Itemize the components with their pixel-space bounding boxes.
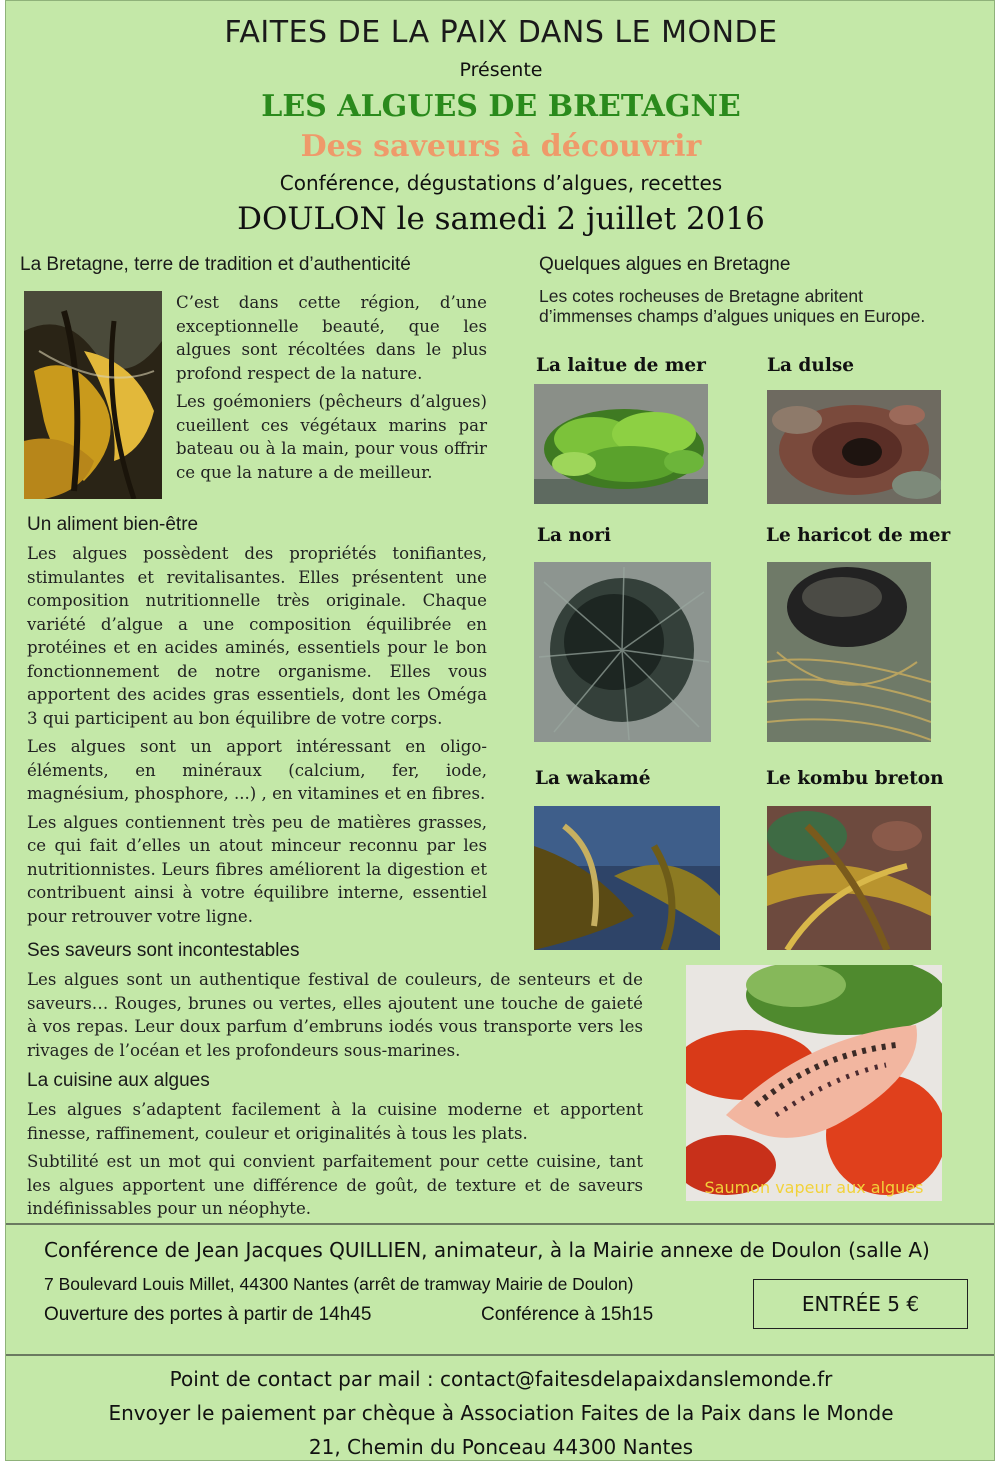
heading-wellbeing: Un aliment bien-être xyxy=(27,514,199,535)
dulse-photo xyxy=(767,390,941,504)
species-label-kombu: Le kombu breton xyxy=(766,768,944,789)
nori-photo xyxy=(534,562,711,742)
event-subtitle: Des saveurs à découvrir xyxy=(300,129,702,164)
heading-species: Quelques algues en Bretagne xyxy=(539,254,791,275)
heading-tradition: La Bretagne, terre de tradition et d’authenticité xyxy=(20,254,411,275)
presents-label: Présente xyxy=(459,59,543,81)
postal-address-line: 21, Chemin du Ponceau 44300 Nantes xyxy=(308,1435,694,1459)
cooking-paragraph: Subtilité est un mot qui convient parfaitement pour cette cuisine, tant les algues apportent une différence de goût, de texture et de saveurs indéfinissables pour un néophyte. xyxy=(27,1152,643,1218)
doors-open-time: Ouverture des portes à partir de 14h45 xyxy=(44,1304,372,1325)
dish-caption: Saumon vapeur aux algues xyxy=(704,1178,924,1197)
kelp-harvest-photo xyxy=(24,291,162,499)
species-label-dulse: La dulse xyxy=(767,355,855,376)
tradition-paragraph: Les goémoniers (pêcheurs d’algues) cueillent ces végétaux marins par bateau ou à la main, pour vous offrir ce que la nature a de meilleur. xyxy=(176,392,487,482)
program-line: Conférence, dégustations d’algues, recettes xyxy=(279,171,723,195)
heading-cooking: La cuisine aux algues xyxy=(27,1070,210,1091)
conference-start-time: Conférence à 15h15 xyxy=(481,1304,654,1325)
cooking-paragraph: Les algues s’adaptent facilement à la cuisine moderne et apportent finesse, raffinement, couleur et originalités à tous les plats. xyxy=(27,1100,643,1143)
wellbeing-paragraph: Les algues contiennent très peu de matières grasses, ce qui fait d’elles un atout minceur reconnu par les nutritionnistes. Leurs fibres améliorent la digestion et contribuent ainsi à votre équilibre interne, essentiel pour retrouver votre ligne. xyxy=(27,812,487,926)
species-label-sea-lettuce: La laitue de mer xyxy=(536,355,706,376)
species-label-nori: La nori xyxy=(537,525,611,546)
tradition-text xyxy=(176,291,487,489)
date-line: DOULON le samedi 2 juillet 2016 xyxy=(237,201,765,237)
sea-bean-photo xyxy=(767,562,931,742)
organization-name: FAITES DE LA PAIX DANS LE MONDE xyxy=(224,15,778,50)
entry-fee-box: ENTRÉE 5 € xyxy=(753,1279,968,1329)
divider-bottom xyxy=(6,1354,995,1356)
species-intro: Les cotes rocheuses de Bretagne abritent d’immenses champs d’algues uniques en Europe. xyxy=(539,286,926,326)
kombu-photo xyxy=(767,806,931,950)
heading-flavors: Ses saveurs sont incontestables xyxy=(27,940,300,961)
poster xyxy=(5,0,995,1461)
salmon-dish-photo xyxy=(686,965,942,1201)
species-label-wakame: La wakamé xyxy=(535,768,651,789)
flavors-paragraph: Les algues sont un authentique festival de couleurs, de senteurs et de saveurs… Rouges, brunes ou vertes, elles ajoutent une touche de gaieté à vos repas. Leur doux parfum d’embruns iodés vous transporte vers les rivages de l’océan et les profondeurs sous-marines. xyxy=(27,970,643,1060)
event-title: LES ALGUES DE BRETAGNE xyxy=(261,89,741,124)
species-label-sea-bean: Le haricot de mer xyxy=(766,525,951,546)
wellbeing-paragraph: Les algues sont un apport intéressant en oligo-éléments, en minéraux (calcium, fer, iode, magnésium, phosphore, ...) , en vitamines et en fibres. xyxy=(27,737,487,803)
tradition-paragraph: C’est dans cette région, d’une exceptionnelle beauté, que les algues sont récoltées dans le plus profond respect de la nature. xyxy=(176,293,487,383)
sea-lettuce-photo xyxy=(534,384,708,504)
cooking-text xyxy=(27,1098,643,1226)
divider-top xyxy=(6,1223,995,1225)
payment-line: Envoyer le paiement par chèque à Association Faites de la Paix dans le Monde xyxy=(108,1401,894,1425)
contact-email-line: Point de contact par mail : contact@faitesdelapaixdanslemonde.fr xyxy=(169,1367,833,1391)
venue-address: 7 Boulevard Louis Millet, 44300 Nantes (arrêt de tramway Mairie de Doulon) xyxy=(44,1274,634,1294)
flavors-text xyxy=(27,968,643,1067)
wakame-photo xyxy=(534,806,720,950)
wellbeing-paragraph: Les algues possèdent des propriétés tonifiantes, stimulantes et revitalisantes. Elles présentent une composition nutritionnelle très originale. Chaque variété d’algue a une composition équilibrée en protéines et en acides aminés, essentiels pour le bon fonctionnement de notre organisme. Elles vous apportent des acides gras essentiels, dont les Oméga 3 qui participent au bon équilibre de votre corps. xyxy=(27,544,487,728)
speaker-line: Conférence de Jean Jacques QUILLIEN, animateur, à la Mairie annexe de Doulon (salle A) xyxy=(44,1238,930,1262)
wellbeing-text xyxy=(27,542,487,933)
